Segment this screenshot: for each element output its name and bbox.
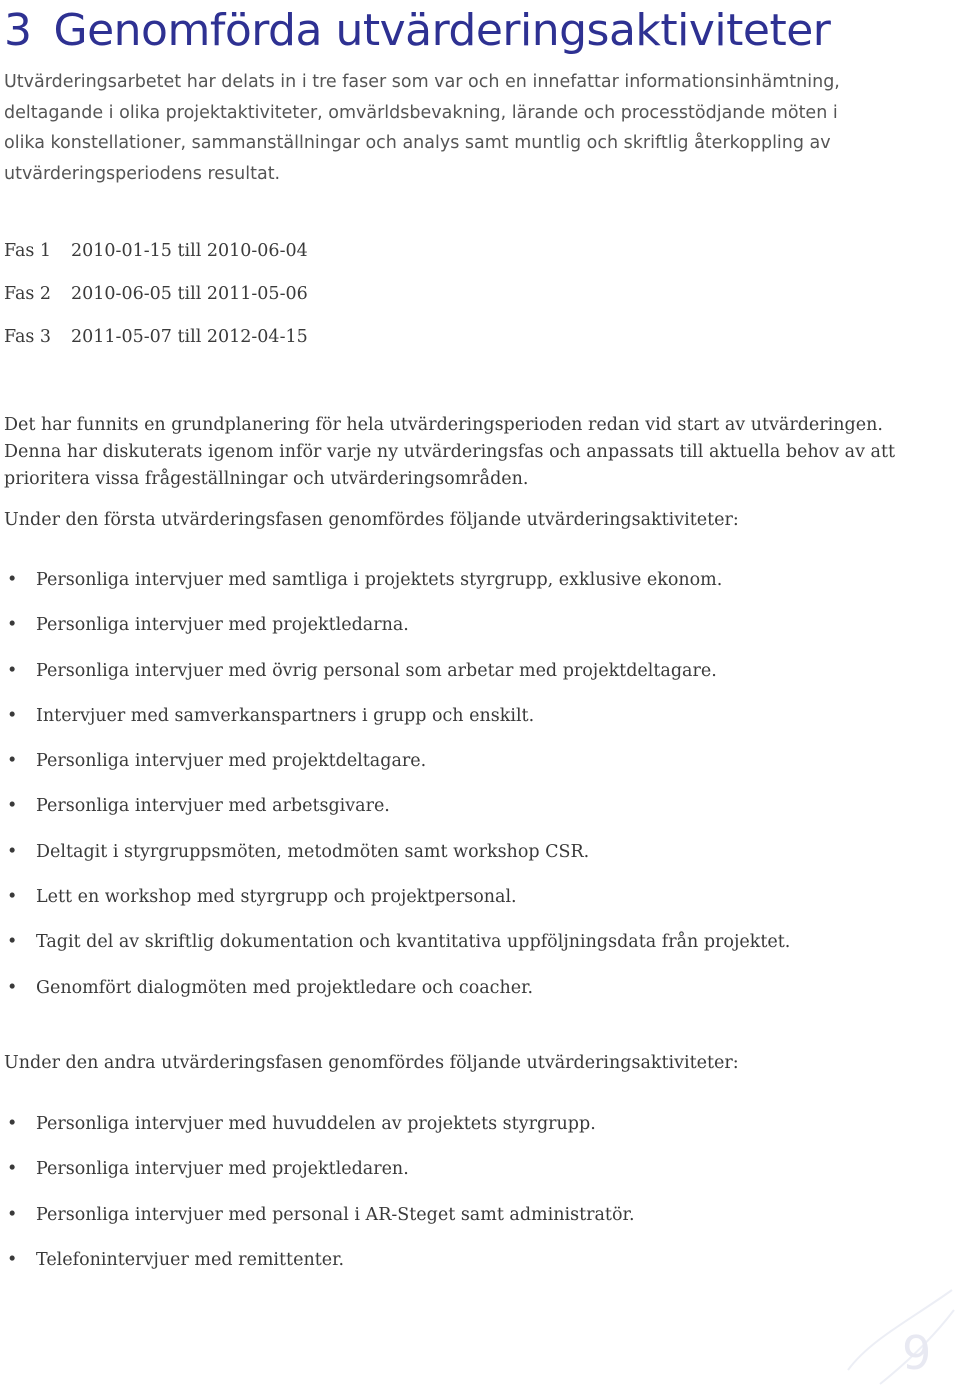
list-item-text: Personliga intervjuer med samtliga i projektets styrgrupp, exklusive ekonom.	[36, 570, 723, 590]
list-item	[4, 837, 790, 882]
section-number: 3	[4, 5, 32, 56]
bullet-icon: •	[7, 887, 18, 908]
bullet-icon: •	[7, 705, 18, 726]
list-item	[4, 1109, 635, 1154]
list-item	[4, 656, 790, 701]
bullet-icon: •	[7, 796, 18, 817]
list-item	[4, 882, 790, 927]
intro-paragraph: Utvärderingsarbetet har delats in i tre faser som var och en innefattar informationsinhämtning, deltagande i olika projektaktiviteter, omvärldsbevakning, lärande och processtödjande möten i olika konstellationer, sammanställningar och analys samt muntlig och skriftlig återkoppling av utvärderingsperiodens resultat.	[4, 72, 840, 184]
phase-label: Fas 1	[4, 241, 52, 261]
list-item-text: Personliga intervjuer med personal i AR-Steget samt administratör.	[36, 1204, 635, 1225]
list-item	[4, 1154, 635, 1199]
list-item-text: Deltagit i styrgruppsmöten, metodmöten samt workshop CSR.	[36, 841, 590, 862]
list-item-text: Lett en workshop med styrgrupp och projektpersonal.	[36, 887, 517, 908]
first-phase-intro: Under den första utvärderingsfasen genomfördes följande utvärderingsaktiviteter:	[4, 510, 739, 530]
bullet-icon: •	[7, 751, 18, 772]
list-item-text: Tagit del av skriftlig dokumentation och kvantitativa uppföljningsdata från projektet.	[36, 932, 791, 953]
phase-dates: 2010-01-15 till 2010-06-04	[71, 241, 308, 261]
bullet-icon: •	[7, 660, 18, 681]
bullet-icon: •	[7, 1159, 18, 1180]
phase-row	[4, 322, 308, 365]
planning-paragraph: Det har funnits en grundplanering för hela utvärderingsperioden redan vid start av utvärderingen. Denna har diskuterats igenom inför varje ny utvärderingsfas och anpassats till aktuella behov av att prioritera vissa frågeställningar och utvärderingsområden.	[4, 415, 896, 489]
bullet-icon: •	[7, 1204, 18, 1225]
list-item-text: Personliga intervjuer med projektledarna.	[36, 615, 409, 636]
list-item-text: Intervjuer med samverkanspartners i grupp och enskilt.	[36, 705, 535, 726]
list-item-text: Personliga intervjuer med projektdeltagare.	[36, 751, 427, 772]
bullet-icon: •	[7, 841, 18, 862]
phase-list	[4, 236, 308, 365]
phase-dates: 2011-05-07 till 2012-04-15	[71, 327, 308, 347]
list-item-text: Personliga intervjuer med huvuddelen av projektets styrgrupp.	[36, 1114, 596, 1134]
list-item-text: Personliga intervjuer med projektledaren.	[36, 1159, 409, 1180]
phase-label: Fas 2	[4, 284, 52, 304]
list-item	[4, 1245, 635, 1290]
list-item-text: Personliga intervjuer med arbetsgivare.	[36, 796, 390, 817]
list-item	[4, 791, 790, 836]
bullet-icon: •	[7, 570, 18, 590]
list-item	[4, 927, 790, 972]
phase-row	[4, 236, 308, 279]
first-phase-list	[4, 565, 790, 1018]
list-item	[4, 565, 790, 610]
page-corner-decoration	[840, 1280, 958, 1388]
list-item	[4, 1200, 635, 1245]
bullet-icon: •	[7, 977, 18, 998]
bullet-icon: •	[7, 1249, 18, 1270]
list-item	[4, 973, 790, 1018]
section-title: Genomförda utvärderingsaktiviteter	[53, 5, 831, 56]
list-item	[4, 610, 790, 655]
list-item-text: Genomfört dialogmöten med projektledare och coacher.	[36, 977, 534, 998]
phase-row	[4, 279, 308, 322]
page-number: 9	[902, 1326, 932, 1380]
list-item-text: Telefonintervjuer med remittenter.	[36, 1249, 345, 1270]
second-phase-intro: Under den andra utvärderingsfasen genomfördes följande utvärderingsaktiviteter:	[4, 1053, 739, 1073]
list-item	[4, 746, 790, 791]
phase-label: Fas 3	[4, 327, 52, 347]
second-phase-list	[4, 1109, 635, 1290]
bullet-icon: •	[7, 615, 18, 636]
list-item	[4, 701, 790, 746]
bullet-icon: •	[7, 1114, 18, 1134]
bullet-icon: •	[7, 932, 18, 953]
list-item-text: Personliga intervjuer med övrig personal som arbetar med projektdeltagare.	[36, 660, 717, 681]
section-heading	[4, 2, 830, 60]
phase-dates: 2010-06-05 till 2011-05-06	[71, 284, 308, 304]
